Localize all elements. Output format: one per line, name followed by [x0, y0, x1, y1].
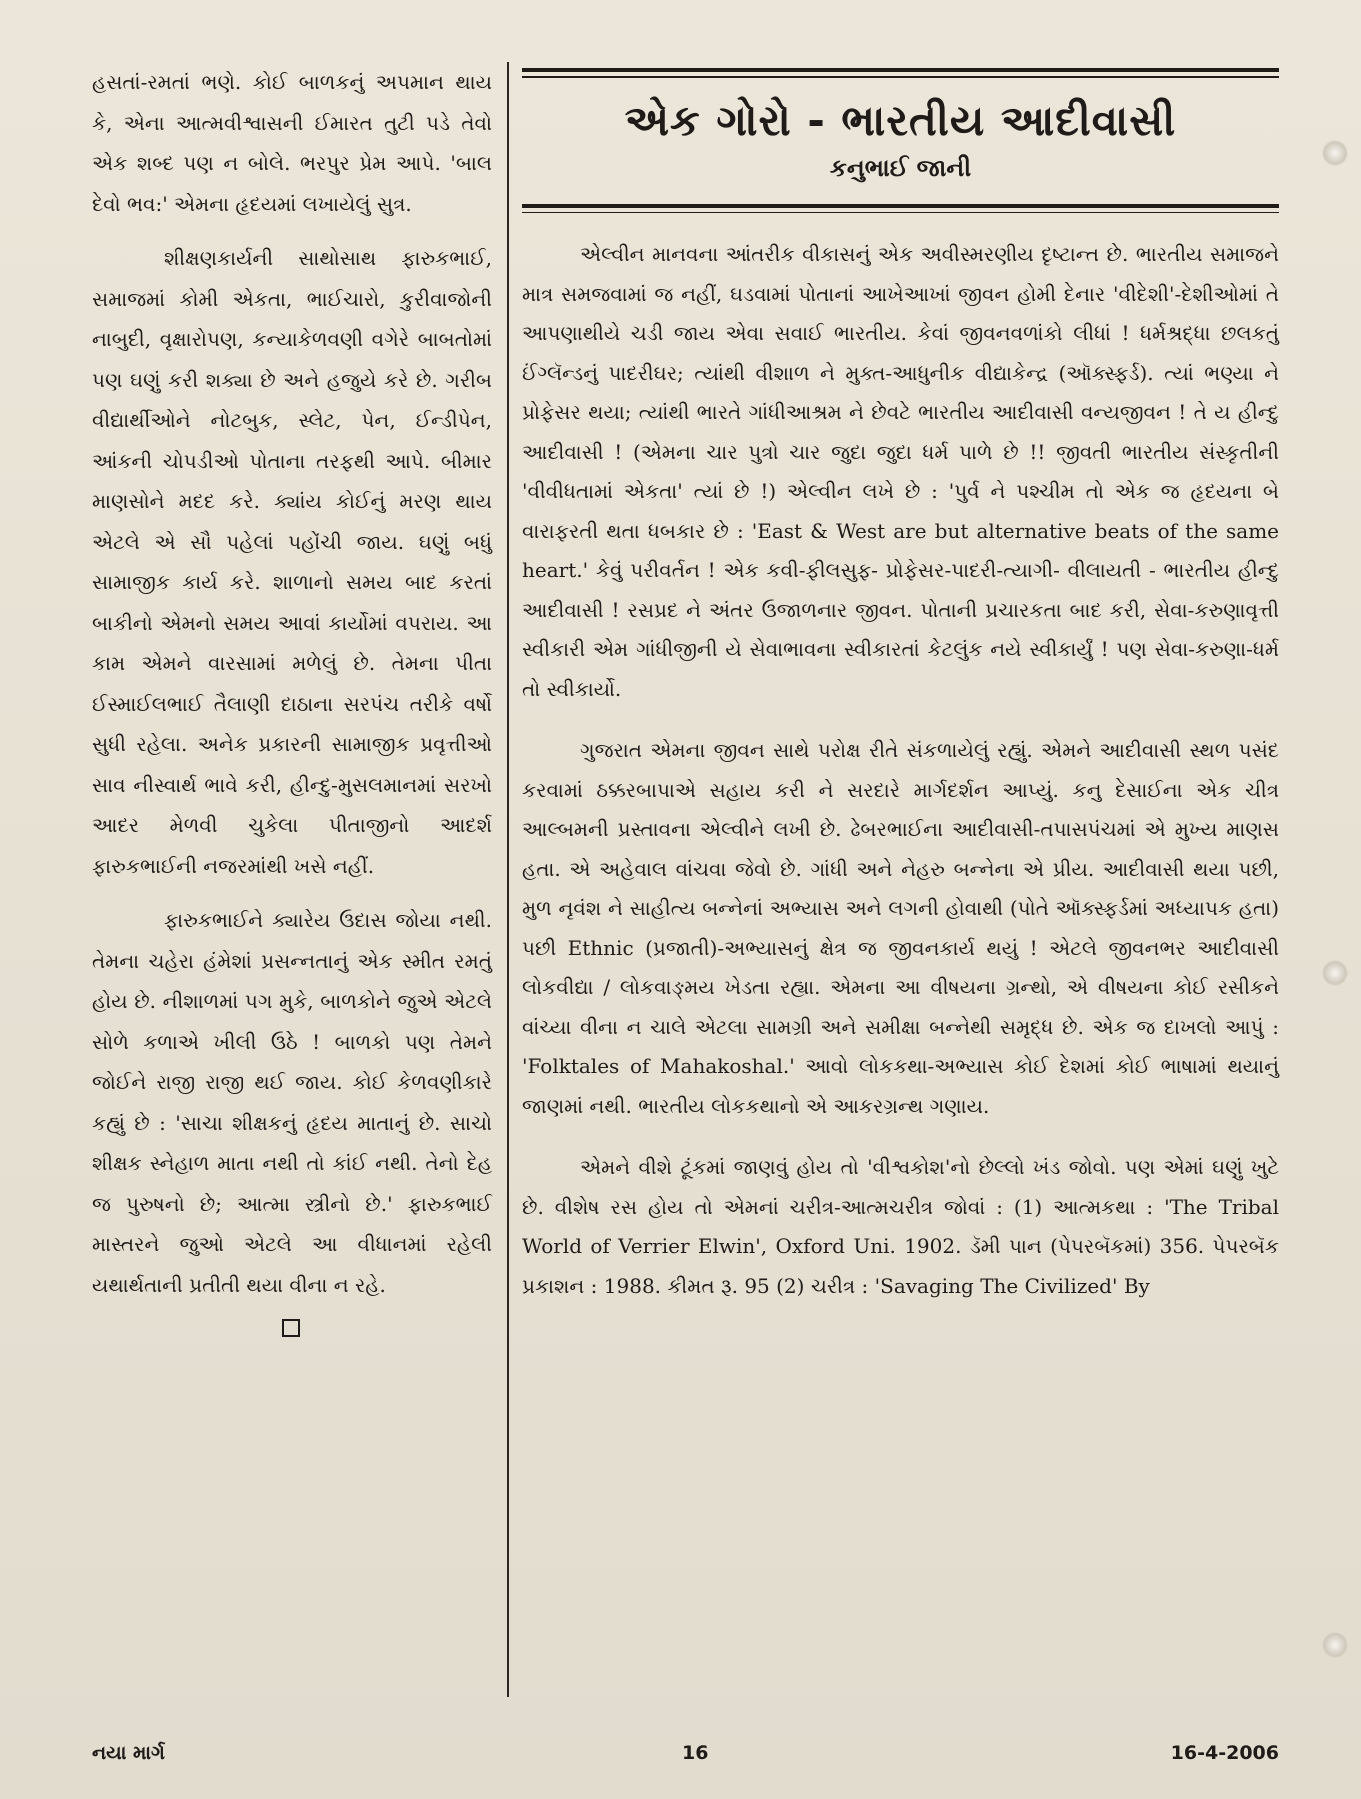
title-top-rule-thin [522, 76, 1279, 78]
end-of-article-square-icon [282, 1319, 300, 1337]
left-column [92, 62, 492, 1702]
staple-hole-icon [1322, 1632, 1348, 1658]
article-column [522, 68, 1279, 1328]
article-body [522, 235, 1279, 1306]
footer-date: 16-4-2006 [1170, 1742, 1279, 1764]
staple-hole-icon [1322, 960, 1348, 986]
staple-hole-icon [1322, 140, 1348, 166]
title-bottom-rule-thin [522, 212, 1279, 214]
footer-page-number: 16 [682, 1742, 709, 1764]
title-bottom-rule [522, 204, 1279, 208]
article-title: એક ગોરો - ભારતીય આદીવાસી [624, 95, 1177, 145]
title-top-rule [522, 68, 1279, 72]
page-footer [92, 1742, 1279, 1772]
left-paragraph-3: ફારુકભાઈને ક્યારેય ઉદાસ જોયા નથી. તેમના ચહેરા હંમેશાં પ્રસન્નતાનું એક સ્મીત રમતું હોય છે. નીશાળમાં પગ મુકે, બાળકોને જુએ એટલે સોળે કળાએ ખીલી ઉઠે ! બાળકો પણ તેમને જોઈને રાજી રાજી થઈ જાય. કોઈ કેળવણીકારે કહ્યું છે : 'સાચા શીક્ષકનું હૃદય માતાનું છે. સાચો શીક્ષક સ્નેહાળ માતા નથી તો કાંઈ નથી. તેનો દેહ જ પુરુષનો છે; આત્મા સ્ત્રીનો છે.' ફારુકભાઈ માસ્તરને જુઓ એટલે આ વીધાનમાં રહેલી યથાર્થતાની પ્રતીતી થયા વીના ન રહે. [92, 908, 492, 1297]
article-paragraph-1: એલ્વીન માનવના આંતરીક વીકાસનું એક અવીસ્મરણીય દૃષ્ટાન્ત છે. ભારતીય સમાજને માત્ર સમજવામાં જ નહીં, ઘડવામાં પોતાનાં આખેઆખાં જીવન હોમી દેનાર 'વીદેશી'-દેશીઓમાં તે આપણાથીયે ચડી જાય એવા સવાઈ ભારતીય. કેવાં જીવનવળાંકો લીધાં ! ધર્મશ્રદ્ધા છલકતું ઈંગ્લૅન્ડનું પાદરીઘર; ત્યાંથી વીશાળ ને મુક્ત-આધુનીક વીદ્યાકેન્દ્ર (ઑક્સ્ફર્ડ). ત્યાં ભણ્યા ને પ્રોફેસર થયા; ત્યાંથી ભારતે ગાંધીઆશ્રમ ને છેવટે ભારતીય આદીવાસી વન્યજીવન ! તે ય હીન્દુ આદીવાસી ! (એમના ચાર પુત્રો ચાર જુદા જુદા ધર્મ પાળે છે !! જીવતી ભારતીય સંસ્કૃતીની 'વીવીધતામાં એકતા' ત્યાં છે !) એલ્વીન લખે છે : 'પુર્વ ને પશ્ચીમ તો એક જ હૃદયના બે વારાફરતી થતા ધબકાર છે : 'East & West are but alternative beats of the same heart.' કેવું પરીવર્તન ! એક કવી-ફીલસુફ- પ્રોફેસર-પાદરી-ત્યાગી- વીલાયતી - ભારતીય હીન્દુ આદીવાસી ! રસપ્રદ ને અંતર ઉજાળનાર જીવન. પોતાની પ્રચારકતા બાદ કરી, સેવા-કરુણાવૃત્તી સ્વીકારી એમ ગાંધીજીની યે સેવાભાવના સ્વીકારતાં કેટલુંક નયે સ્વીકાર્યું ! પણ સેવા-કરુણા-ધર્મ તો સ્વીકાર્યો. [522, 242, 1279, 701]
article-paragraph-3: એમને વીશે ટૂંકમાં જાણવું હોય તો 'વીશ્વકોશ'નો છેલ્લો ખંડ જોવો. પણ એમાં ઘણું ખુટે છે. વીશેષ રસ હોય તો એમનાં ચરીત્ર-આત્મચરીત્ર જોવાં : (1) આત્મકથા : 'The Tribal World of Verrier Elwin', Oxford Uni. 1902. ડૅમી પાન (પેપરબૅકમાં) 356. પેપરબૅક પ્રકાશન : 1988. કીમત રૂ. 95 (2) ચરીત્ર : 'Savaging The Civilized' By [522, 1155, 1279, 1298]
article-author: કનુભાઈ જાની [829, 153, 972, 182]
left-paragraph-1: હસતાં-રમતાં ભણે. કોઈ બાળકનું અપમાન થાય કે, એના આત્મવીશ્વાસની ઈમારત તુટી પડે તેવો એક શબ્દ પણ ન બોલે. ભરપુર પ્રેમ આપે. 'બાલ દેવો ભવ:' એમના હૃદયમાં લખાયેલું સુત્ર. [92, 70, 492, 216]
article-paragraph-2: ગુજરાત એમના જીવન સાથે પરોક્ષ રીતે સંકળાયેલું રહ્યું. એમને આદીવાસી સ્થળ પસંદ કરવામાં ઠક્કરબાપાએ સહાય કરી ને સરદારે માર્ગદર્શન આપ્યું. કનુ દેસાઈના એક ચીત્ર આલ્બમની પ્રસ્તાવના એલ્વીને લખી છે. ઢેબરભાઈના આદીવાસી-તપાસપંચમાં એ મુખ્ય માણસ હતા. એ અહેવાલ વાંચવા જેવો છે. ગાંધી અને નેહરુ બન્નેના એ પ્રીય. આદીવાસી થયા પછી, મુળ નૃવંશ ને સાહીત્ય બન્નેનાં અભ્યાસ અને લગની હોવાથી (પોતે ઑક્સ્ફર્ડમાં અધ્યાપક હતા) પછી Ethnic (પ્રજાતી)-અભ્યાસનું ક્ષેત્ર જ જીવનકાર્ય થયું ! એટલે જીવનભર આદીવાસી લોકવીદ્યા / લોકવાઙ્મય ખેડતા રહ્યા. એમના આ વીષયના ગ્રન્થો, એ વીષયના કોઈ રસીકને વાંચ્યા વીના ન ચાલે એટલા સામગ્રી અને સમીક્ષા બન્નેથી સમૃદ્ધ છે. એક જ દાખલો આપું : 'Folktales of Mahakoshal.' આવો લોકકથા-અભ્યાસ કોઈ દેશમાં કોઈ ભાષામાં થયાનું જાણમાં નથી. ભારતીય લોકકથાનો એ આકરગ્રન્થ ગણાય. [522, 738, 1279, 1118]
left-paragraph-2: શીક્ષણકાર્યની સાથોસાથ ફારુકભાઈ, સમાજમાં કોમી એકતા, ભાઈચારો, કુરીવાજોની નાબુદી, વૃક્ષારોપણ, કન્યાકેળવણી વગેરે બાબતોમાં પણ ઘણું કરી શક્યા છે અને હજુયે કરે છે. ગરીબ વીદ્યાર્થીઓને નોટબુક, સ્લેટ, પેન, ઈન્ડીપેન, આંકની ચોપડીઓ પોતાના તરફથી આપે. બીમાર માણસોને મદદ કરે. ક્યાંય કોઈનું મરણ થાય એટલે એ સૌ પહેલાં પહોંચી જાય. ઘણું બધું સામાજીક કાર્ય કરે. શાળાનો સમય બાદ કરતાં બાકીનો એમનો સમય આવાં કાર્યોમાં વપરાય. આ કામ એમને વારસામાં મળેલું છે. તેમના પીતા ઈસ્માઈલભાઈ તૈલાણી દાઠાના સરપંચ તરીકે વર્ષો સુધી રહેલા. અનેક પ્રકારની સામાજીક પ્રવૃત્તીઓ સાવ નીસ્વાર્થ ભાવે કરી, હીન્દુ-મુસલમાનમાં સરખો આદર મેળવી ચુકેલા પીતાજીનો આદર્શ ફારુકભાઈની નજરમાંથી ખસે નહીં. [92, 246, 492, 878]
column-divider [507, 62, 509, 1697]
footer-publication: નયા માર્ગ [92, 1742, 165, 1764]
